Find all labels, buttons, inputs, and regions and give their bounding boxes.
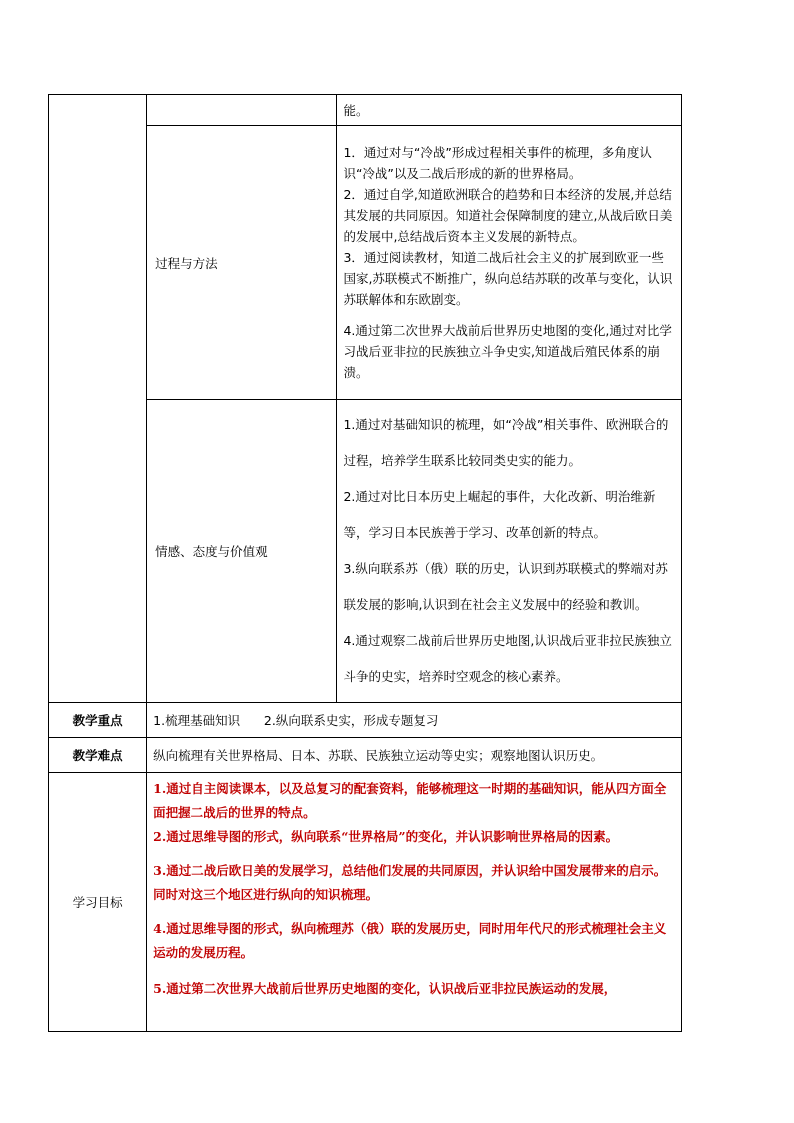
- learning-goal-item: 1.通过自主阅读课本，以及总复习的配套资料，能够梳理这一时期的基础知识，能从四方面全面把握二战后的世界的特点。: [153, 781, 667, 820]
- process-method-item: 4.通过第二次世界大战前后世界历史地图的变化,通过对比学习战后亚非拉的民族独立斗争史实,知道战后殖民体系的崩溃。: [343, 323, 672, 380]
- blank-label-cell: [147, 95, 337, 126]
- learning-goal-item: 3.通过二战后欧日美的发展学习，总结他们发展的共同原因，并认识给中国发展带来的启示。同时对这三个地区进行纵向的知识梳理。: [153, 863, 667, 902]
- objectives-block: [49, 95, 682, 126]
- process-method-item: 3．通过阅读教材，知道二战后社会主义的扩展到欧亚一些国家,苏联模式不断推广，纵向总结苏联的改革与变化，认识苏联解体和东欧剧变。: [343, 250, 673, 307]
- key-points-content: 1.梳理基础知识 2.纵向联系史实，形成专题复习: [147, 703, 682, 738]
- process-method-content: [337, 126, 682, 400]
- difficulties-label: 教学难点: [49, 738, 147, 773]
- learning-goals-label: 学习目标: [49, 773, 147, 1032]
- emotion-values-item: 3.纵向联系苏（俄）联的历史，认识到苏联模式的弊端对苏联发展的影响,认识到在社会主义发展中的经验和教训。: [343, 561, 668, 612]
- emotion-values-item: 2.通过对比日本历史上崛起的事件，大化改新、明治维新等，学习日本民族善于学习、改革创新的特点。: [343, 489, 656, 540]
- continuation-cell: 能。: [337, 95, 682, 126]
- process-method-label: 过程与方法: [147, 126, 337, 400]
- emotion-values-content: [337, 400, 682, 703]
- process-method-item: 2．通过自学,知道欧洲联合的趋势和日本经济的发展,并总结其发展的共同原因。知道社会保障制度的建立,从战后欧日美的发展中,总结战后资本主义发展的新特点。: [343, 187, 673, 244]
- emotion-values-label: 情感、态度与价值观: [147, 400, 337, 703]
- emotion-values-item: 4.通过观察二战前后世界历史地图,认识战后亚非拉民族独立斗争的史实，培养时空观念的核心素养。: [343, 633, 672, 684]
- learning-goals-content: [147, 773, 682, 1032]
- lesson-plan-table: [48, 94, 682, 1032]
- learning-goal-item: 2.通过思维导图的形式，纵向联系“世界格局”的变化，并认识影响世界格局的因素。: [153, 829, 619, 844]
- key-points-label: 教学重点: [49, 703, 147, 738]
- learning-goal-item: 5.通过第二次世界大战前后世界历史地图的变化，认识战后亚非拉民族运动的发展，: [153, 981, 617, 996]
- difficulties-row: [49, 738, 682, 773]
- learning-goal-item: 4.通过思维导图的形式，纵向梳理苏（俄）联的发展历史，同时用年代尺的形式梳理社会主义运动的发展历程。: [153, 921, 667, 960]
- objectives-outer-cell: [49, 95, 147, 703]
- process-method-item: 1．通过对与“冷战”形成过程相关事件的梳理，多角度认识“冷战”以及二战后形成的新的世界格局。: [343, 145, 652, 181]
- difficulties-content: 纵向梳理有关世界格局、日本、苏联、民族独立运动等史实；观察地图认识历史。: [147, 738, 682, 773]
- emotion-values-item: 1.通过对基础知识的梳理，如“冷战”相关事件、欧洲联合的过程，培养学生联系比较同类史实的能力。: [343, 417, 669, 468]
- key-points-row: [49, 703, 682, 738]
- learning-goals-row: [49, 773, 682, 1032]
